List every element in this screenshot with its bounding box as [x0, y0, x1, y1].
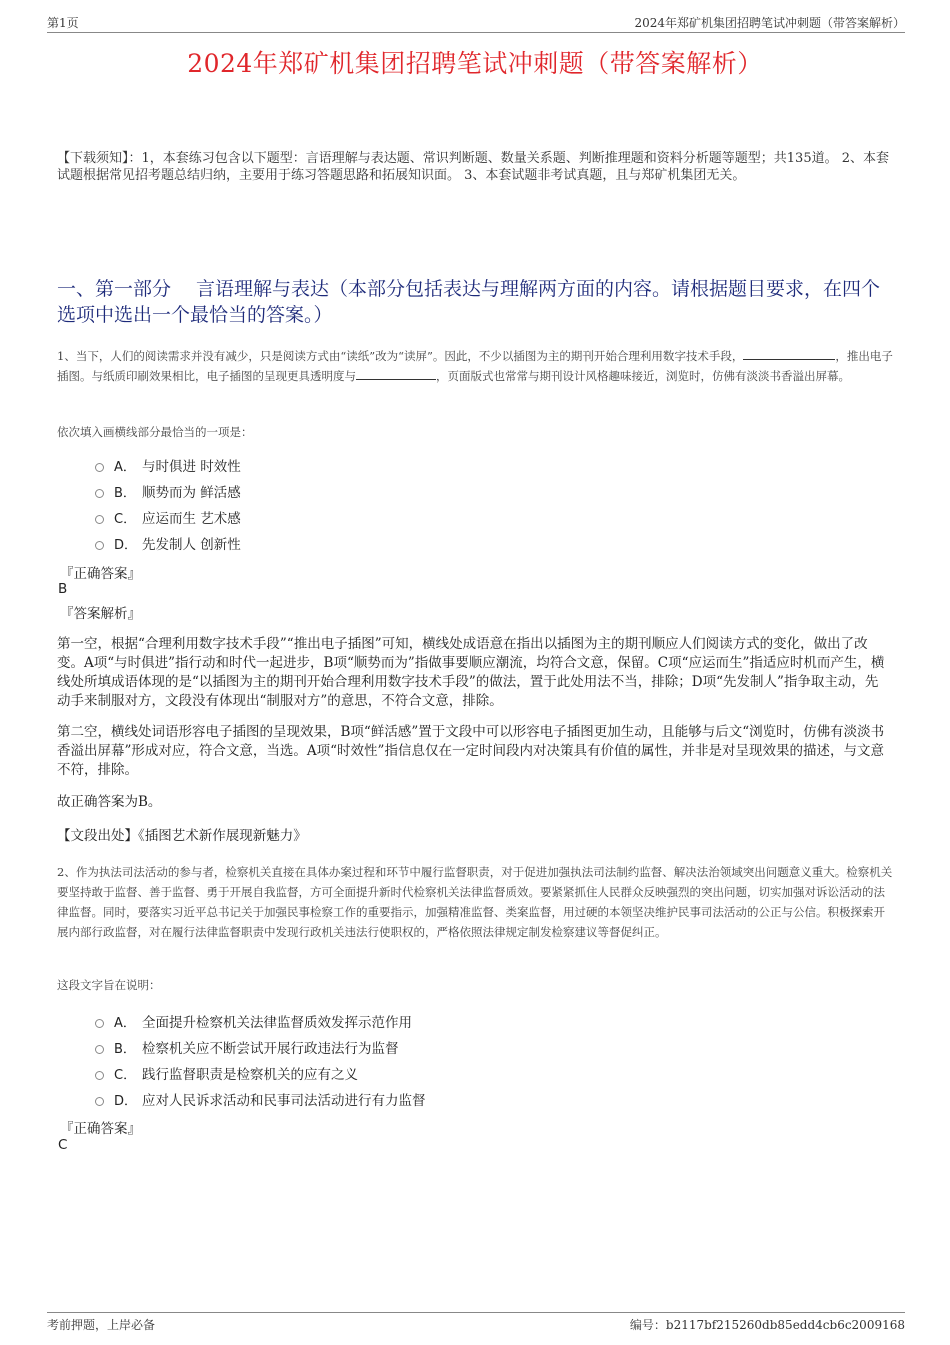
option-letter: C．: [114, 1067, 137, 1083]
document-title: 2024年郑矿机集团招聘笔试冲刺题（带答案解析）: [187, 49, 763, 78]
option-c[interactable]: [95, 1060, 426, 1086]
option-text: 践行监督职责是检察机关的应有之义: [142, 1067, 358, 1083]
option-text: 应对人民诉求活动和民事司法活动进行有力监督: [142, 1093, 426, 1109]
radio-icon[interactable]: [95, 1045, 104, 1054]
download-notice: 【下载须知】：1，本套练习包含以下题型：言语理解与表达题、常识判断题、数量关系题、判断推理题和资料分析题等题型；共135道。 2、本套试题根据常见招考题总结归纳，主要用于练习答题思路和拓展知识面。 3、本套试题非考试真题，且与郑矿机集团无关。: [57, 151, 889, 183]
radio-icon[interactable]: [95, 1071, 104, 1080]
correct-answer-label: 『正确答案』: [60, 1121, 141, 1137]
option-d[interactable]: [95, 530, 241, 556]
option-b[interactable]: [95, 478, 241, 504]
option-letter: D．: [114, 1093, 138, 1109]
option-c[interactable]: [95, 504, 241, 530]
option-letter: A．: [114, 459, 136, 475]
correct-answer: B: [58, 581, 68, 597]
question-1-text-part-c: ，页面版式也常常与期刊设计风格趣味接近，浏览时，仿佛有淡淡书香溢出屏幕。: [436, 369, 850, 383]
option-text: 顺势而为 鲜活感: [142, 485, 241, 501]
option-b[interactable]: [95, 1034, 426, 1060]
radio-icon[interactable]: [95, 515, 104, 524]
option-d[interactable]: [95, 1086, 426, 1112]
page-number: 第1页: [47, 16, 79, 30]
fill-blank-2: [356, 367, 436, 380]
option-a[interactable]: [95, 1008, 426, 1034]
radio-icon[interactable]: [95, 541, 104, 550]
analysis-conclusion: 故正确答案为B。: [57, 794, 162, 810]
radio-icon[interactable]: [95, 463, 104, 472]
question-2-options: [95, 1008, 426, 1112]
option-text: 先发制人 创新性: [142, 537, 241, 553]
section-heading: 一、第一部分 言语理解与表达（本部分包括表达与理解两方面的内容。请根据题目要求，在四个选项中选出一个最恰当的答案。）: [57, 278, 881, 326]
fill-blank-1: [743, 347, 835, 360]
question-1-options: [95, 452, 241, 556]
analysis-label: 『答案解析』: [60, 606, 141, 622]
option-letter: A．: [114, 1015, 136, 1031]
option-text: 与时俱进 时效性: [142, 459, 241, 475]
question-1-text: [57, 346, 895, 386]
footer-doc-id: 编号：b2117bf215260db85edd4cb6c2009168: [629, 1318, 905, 1332]
question-2-text: 2、作为执法司法活动的参与者，检察机关直接在具体办案过程和环节中履行监督职责，对于促进加强执法司法制约监督、解决法治领域突出问题意义重大。检察机关要坚持敢于监督、善于监督、勇于开展自我监督，方可全面提升新时代检察机关法律监督质效。要紧紧抓住人民群众反映强烈的突出问题，切实加强对诉讼活动的法律监督。同时，要落实习近平总书记关于加强民事检察工作的重要指示，加强精准监督、类案监督，用过硬的本领坚决维护民事司法活动的公正与公信。积极探索开展内部行政监督，对在履行法律监督职责中发现行政机关违法行使职权的，严格依照法律规定制发检察建议等督促纠正。: [57, 865, 893, 939]
question-1-text-part-a: 1、当下，人们的阅读需求并没有减少，只是阅读方式由“读纸”改为“读屏”。因此，不少以插图为主的期刊开始合理利用数字技术手段，: [57, 349, 744, 363]
radio-icon[interactable]: [95, 1019, 104, 1028]
option-a[interactable]: [95, 452, 241, 478]
analysis-paragraph-2: 第二空，横线处词语形容电子插图的呈现效果，B项“鲜活感”置于文段中可以形容电子插图更加生动，且能够与后文“浏览时，仿佛有淡淡书香溢出屏幕”形成对应，符合文意，当选。A项“时效性”指信息仅在一定时间段内对决策具有价值的属性，并非是对呈现效果的描述，与文意不符，排除。: [57, 724, 885, 778]
question-1-instruction: 依次填入画横线部分最恰当的一项是：: [57, 425, 253, 439]
header-doc-title: 2024年郑矿机集团招聘笔试冲刺题（带答案解析）: [634, 16, 905, 30]
passage-source: 【文段出处】《插图艺术新作展现新魅力》: [57, 828, 307, 844]
footer-slogan: 考前押题，上岸必备: [47, 1318, 156, 1332]
correct-answer-label: 『正确答案』: [60, 566, 141, 582]
option-text: 应运而生 艺术感: [142, 511, 241, 527]
option-letter: C．: [114, 511, 137, 527]
option-text: 全面提升检察机关法律监督质效发挥示范作用: [142, 1015, 412, 1031]
radio-icon[interactable]: [95, 1097, 104, 1106]
option-letter: B．: [114, 485, 136, 501]
correct-answer: C: [58, 1137, 68, 1153]
option-letter: B．: [114, 1041, 136, 1057]
option-text: 检察机关应不断尝试开展行政违法行为监督: [142, 1041, 399, 1057]
page-footer: [47, 1312, 905, 1333]
page-header: [47, 12, 905, 33]
analysis-paragraph-1: 第一空，根据“合理利用数字技术手段”“推出电子插图”可知，横线处成语意在指出以插图为主的期刊顺应人们阅读方式的变化，做出了改变。A项“与时俱进”指行动和时代一起进步，B项“顺势而为”指做事要顺应潮流，均符合文意，保留。C项“应运而生”指适应时机而产生，横线处所填成语体现的是“以插图为主的期刊开始合理利用数字技术手段”的做法，置于此处用法不当，排除；D项“先发制人”指争取主动，先动手来制服对方，文段没有体现出“制服对方”的意思，不符合文意，排除。: [57, 636, 885, 709]
radio-icon[interactable]: [95, 489, 104, 498]
question-1-text-part-b: ，推出电子插图。与纸质印刷效果相比，电子插图的呈现更具透明度与: [57, 349, 893, 383]
option-letter: D．: [114, 537, 138, 553]
question-2-instruction: 这段文字旨在说明：: [57, 978, 161, 992]
